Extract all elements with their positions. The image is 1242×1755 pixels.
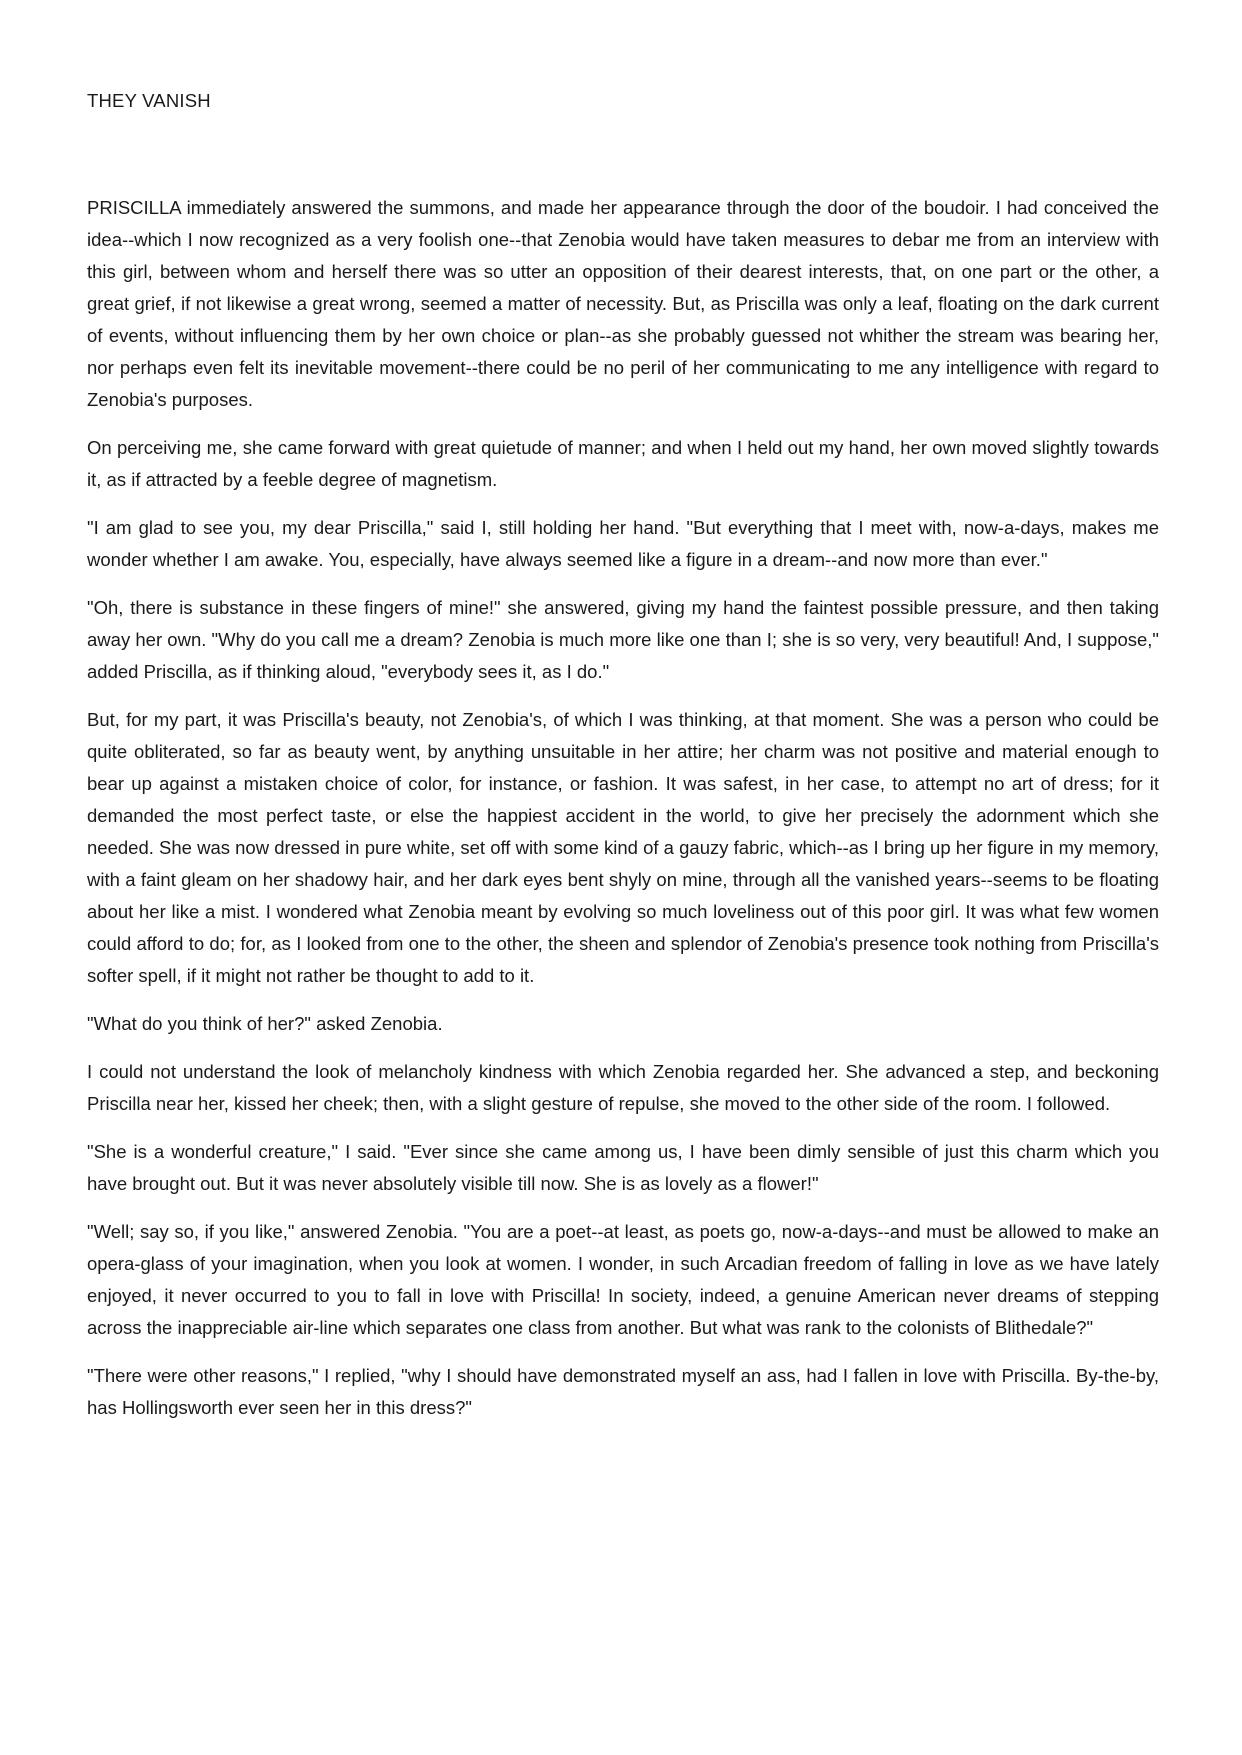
- paragraph: I could not understand the look of melancholy kindness with which Zenobia regarded her. She advanced a step, and beckoning Priscilla near her, kissed her cheek; then, with a slight gesture of repulse, she moved to the other side of the room. I followed.: [87, 1061, 1159, 1114]
- paragraph: "I am glad to see you, my dear Priscilla," said I, still holding her hand. "But everything that I meet with, now-a-days, makes me wonder whether I am awake. You, especially, have always seemed like a figure in a dream--and now more than ever.": [87, 517, 1159, 570]
- paragraph: "Oh, there is substance in these fingers of mine!" she answered, giving my hand the faintest possible pressure, and then taking away her own. "Why do you call me a dream? Zenobia is much more like one than I; she is so very, very beautiful! And, I suppose," added Priscilla, as if thinking aloud, "everybody sees it, as I do.": [87, 597, 1159, 682]
- paragraph: "There were other reasons," I replied, "why I should have demonstrated myself an ass, had I fallen in love with Priscilla. By-the-by, has Hollingsworth ever seen her in this dress?": [87, 1365, 1159, 1418]
- paragraph: "What do you think of her?" asked Zenobia.: [87, 1013, 443, 1034]
- paragraph: "She is a wonderful creature," I said. "Ever since she came among us, I have been dimly sensible of just this charm which you have brought out. But it was never absolutely visible till now. She is as lovely as a flower!": [87, 1141, 1159, 1194]
- paragraph: PRISCILLA immediately answered the summons, and made her appearance through the door of the boudoir. I had conceived the idea--which I now recognized as a very foolish one--that Zenobia would have taken measures to debar me from an interview with this girl, between whom and herself there was so utter an opposition of their dearest interests, that, on one part or the other, a great grief, if not likewise a great wrong, seemed a matter of necessity. But, as Priscilla was only a leaf, floating on the dark current of events, without influencing them by her own choice or plan--as she probably guessed not whither the stream was bearing her, nor perhaps even felt its inevitable movement--there could be no peril of her communicating to me any intelligence with regard to Zenobia's purposes.: [87, 197, 1159, 410]
- paragraph: "Well; say so, if you like," answered Zenobia. "You are a poet--at least, as poets go, now-a-days--and must be allowed to make an opera-glass of your imagination, when you look at women. I wonder, in such Arcadian freedom of falling in love as we have lately enjoyed, it never occurred to you to fall in love with Priscilla! In society, indeed, a genuine American never dreams of stepping across the inappreciable air-line which separates one class from another. But what was rank to the colonists of Blithedale?": [87, 1221, 1159, 1338]
- paragraph: But, for my part, it was Priscilla's beauty, not Zenobia's, of which I was thinking, at that moment. She was a person who could be quite obliterated, so far as beauty went, by anything unsuitable in her attire; her charm was not positive and material enough to bear up against a mistaken choice of color, for instance, or fashion. It was safest, in her case, to attempt no art of dress; for it demanded the most perfect taste, or else the happiest accident in the world, to give her precisely the adornment which she needed. She was now dressed in pure white, set off with some kind of a gauzy fabric, which--as I bring up her figure in my memory, with a faint gleam on her shadowy hair, and her dark eyes bent shyly on mine, through all the vanished years--seems to be floating about her like a mist. I wondered what Zenobia meant by evolving so much loveliness out of this poor girl. It was what few women could afford to do; for, as I looked from one to the other, the sheen and splendor of Zenobia's presence took nothing from Priscilla's softer spell, if it might not rather be thought to add to it.: [87, 709, 1159, 986]
- chapter-body: [87, 192, 1159, 1440]
- paragraph: On perceiving me, she came forward with great quietude of manner; and when I held out my hand, her own moved slightly towards it, as if attracted by a feeble degree of magnetism.: [87, 437, 1159, 490]
- chapter-title: THEY VANISH: [87, 90, 211, 111]
